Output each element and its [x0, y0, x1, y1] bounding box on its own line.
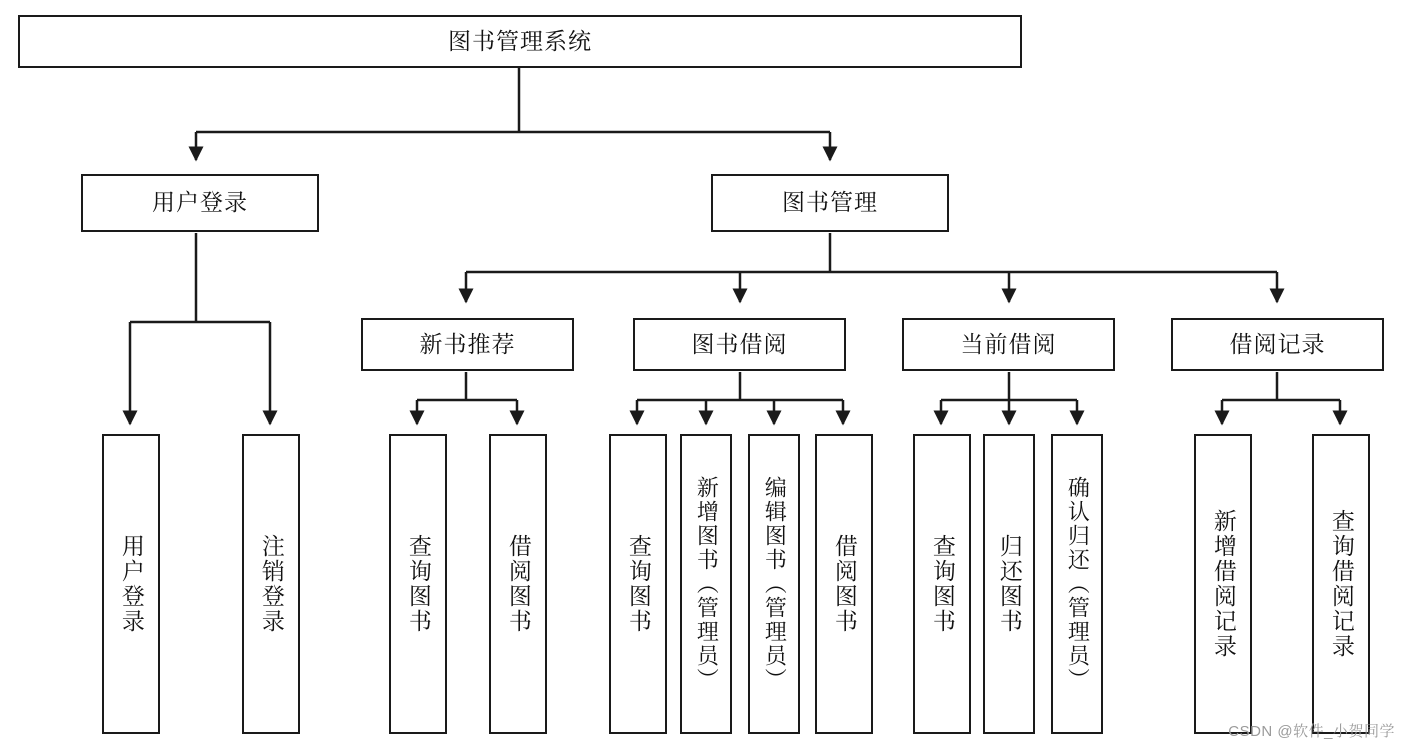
node-label: 借阅记录 — [1229, 330, 1326, 357]
node-user-login[interactable] — [81, 174, 319, 232]
node-label: 新书推荐 — [419, 330, 516, 357]
node-label: 用户登录 — [118, 534, 145, 634]
node-label: 借阅图书 — [505, 534, 532, 634]
leaf-borrow-query-book[interactable] — [609, 434, 667, 734]
node-root[interactable] — [18, 15, 1022, 68]
leaf-borrow-edit-book[interactable] — [748, 434, 800, 734]
leaf-add-borrow-record[interactable] — [1194, 434, 1252, 734]
node-book-management[interactable] — [711, 174, 949, 232]
leaf-recommend-borrow-book[interactable] — [489, 434, 547, 734]
leaf-current-confirm-return[interactable] — [1051, 434, 1103, 734]
node-label: 确认归还（管理员） — [1065, 476, 1091, 692]
leaf-query-borrow-record[interactable] — [1312, 434, 1370, 734]
node-book-borrow[interactable] — [633, 318, 846, 371]
leaf-current-return-book[interactable] — [983, 434, 1035, 734]
node-label: 编辑图书（管理员） — [762, 476, 788, 692]
node-label: 图书管理系统 — [448, 27, 592, 54]
node-label: 查询借阅记录 — [1328, 509, 1355, 659]
node-label: 查询图书 — [625, 534, 652, 634]
node-label: 借阅图书 — [831, 534, 858, 634]
node-label: 新增借阅记录 — [1210, 509, 1237, 659]
leaf-user-login[interactable] — [102, 434, 160, 734]
node-label: 图书管理 — [782, 189, 878, 216]
leaf-logout[interactable] — [242, 434, 300, 734]
node-label: 用户登录 — [152, 189, 248, 216]
node-label: 查询图书 — [929, 534, 956, 634]
node-new-book-recommend[interactable] — [361, 318, 574, 371]
leaf-recommend-query-book[interactable] — [389, 434, 447, 734]
node-label: 图书借阅 — [691, 330, 788, 357]
node-label: 当前借阅 — [960, 330, 1057, 357]
leaf-current-query-book[interactable] — [913, 434, 971, 734]
node-borrow-records[interactable] — [1171, 318, 1384, 371]
node-current-borrow[interactable] — [902, 318, 1115, 371]
watermark: CSDN @软件_小贺同学 — [1228, 723, 1395, 740]
node-label: 归还图书 — [996, 534, 1023, 634]
node-label: 新增图书（管理员） — [694, 476, 720, 692]
leaf-borrow-borrow-book[interactable] — [815, 434, 873, 734]
leaf-borrow-add-book[interactable] — [680, 434, 732, 734]
node-label: 查询图书 — [405, 534, 432, 634]
node-label: 注销登录 — [258, 534, 285, 634]
